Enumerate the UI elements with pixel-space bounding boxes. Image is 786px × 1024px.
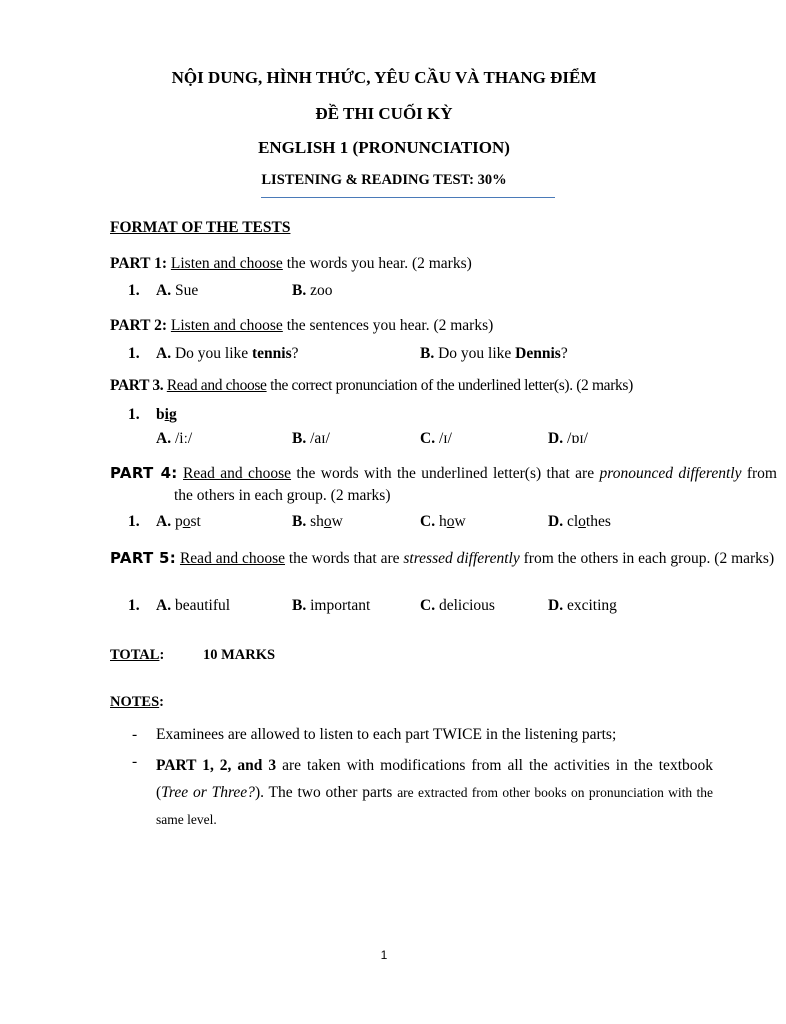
part3-option-b: B. /aɪ/ xyxy=(292,430,330,447)
part5-heading: PART 5: Read and choose the words that are stressed differently from the others in each group. (2 marks) xyxy=(110,549,775,567)
part3-task: Read and choose xyxy=(166,377,267,394)
part2-question-number: 1. xyxy=(128,345,140,362)
format-heading: FORMAT OF THE TESTS xyxy=(110,219,291,236)
header-divider xyxy=(261,197,555,198)
part2-option-b: B. Do you like Dennis? xyxy=(420,345,568,362)
part1-desc: the words you hear. (2 marks) xyxy=(282,255,472,272)
part4-option-a: A. post xyxy=(156,513,201,530)
part1-task: Listen and choose xyxy=(170,255,283,272)
page-number: 1 xyxy=(380,948,388,962)
part3-option-d: D. /ɒɪ/ xyxy=(548,430,588,447)
part2-task: Listen and choose xyxy=(170,317,283,334)
total-label: TOTAL: xyxy=(110,647,165,663)
note1-text: Examinees are allowed to listen to each part TWICE in the listening parts; xyxy=(156,726,617,743)
part3-question-number: 1. xyxy=(128,406,140,423)
note1-bullet: - xyxy=(132,726,138,743)
part2-desc: the sentences you hear. (2 marks) xyxy=(282,317,494,334)
part5-option-c: C. delicious xyxy=(420,597,495,614)
part5-question-number: 1. xyxy=(128,597,140,614)
part5-option-a: A. beautiful xyxy=(156,597,231,614)
part5-option-d: D. exciting xyxy=(548,597,617,614)
header-test-weight: LISTENING & READING TEST: 30% xyxy=(261,172,507,188)
part1-question-number: 1. xyxy=(128,282,140,299)
note2-text: PART 1, 2, and 3 are taken with modifications from all the activities in the textbook (Tree or Three?). The two other parts are extracted from other books on pronunciation with the same level. xyxy=(156,757,713,827)
part4-option-d: D. clothes xyxy=(548,513,611,530)
part3-option-a: A. /iː/ xyxy=(156,430,193,447)
part4-question-number: 1. xyxy=(128,513,140,530)
part1-heading xyxy=(110,255,472,273)
part1-label: PART 1: xyxy=(110,255,168,272)
part3-word: big xyxy=(156,406,177,423)
part5-label: PART 5: xyxy=(110,549,177,567)
part1-option-a: A. Sue xyxy=(156,282,199,299)
header-title-vn: NỘI DUNG, HÌNH THỨC, YÊU CẦU VÀ THANG ĐIỂM xyxy=(171,68,597,87)
part2-option-a: A. Do you like tennis? xyxy=(156,345,299,362)
part3-label: PART 3. xyxy=(110,377,164,394)
part3-option-c: C. /ɪ/ xyxy=(420,430,452,447)
part5-option-b: B. important xyxy=(292,597,371,614)
header-exam-name: ĐỀ THI CUỐI KỲ xyxy=(315,104,453,123)
part3-desc: the correct pronunciation of the underlined letter(s). (2 marks) xyxy=(266,377,633,394)
notes-label: NOTES: xyxy=(110,694,165,710)
part2-label: PART 2: xyxy=(110,317,168,334)
part4-heading: PART 4: Read and choose the words with the underlined letter(s) that are pronounced differently from the others in each group. (2 marks) xyxy=(110,464,777,504)
part5-task: Read and choose xyxy=(179,550,285,567)
part3-heading xyxy=(110,377,633,395)
part1-option-b: B. zoo xyxy=(292,282,333,299)
part4-option-c: C. how xyxy=(420,513,466,530)
header-course: ENGLISH 1 (PRONUNCIATION) xyxy=(258,138,510,157)
note2-bullet: - xyxy=(132,753,138,770)
part2-heading xyxy=(110,317,493,335)
part4-option-b: B. show xyxy=(292,513,343,530)
part4-task: Read and choose xyxy=(183,465,292,482)
part4-label: PART 4: xyxy=(110,464,178,482)
total-value: 10 MARKS xyxy=(203,647,276,663)
